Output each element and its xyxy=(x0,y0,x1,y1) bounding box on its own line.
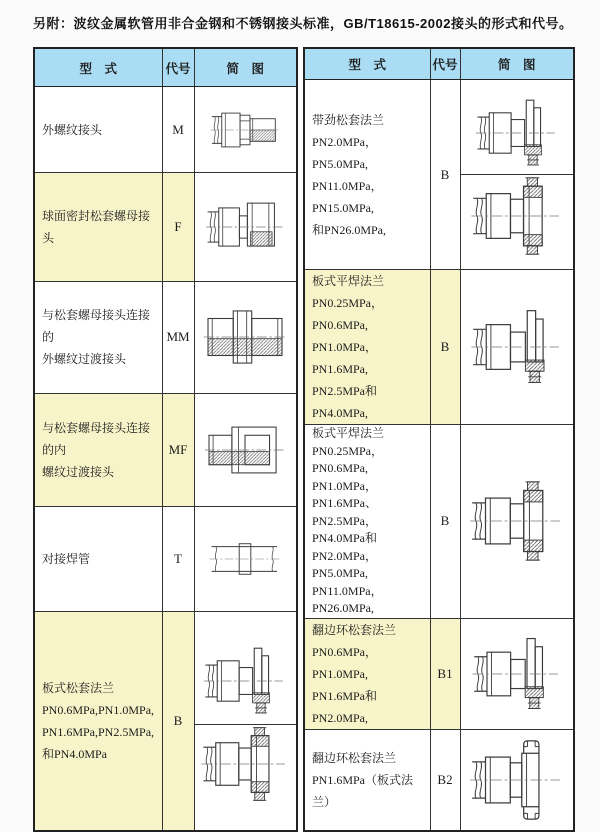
fitting-sketch-cell xyxy=(194,87,297,173)
fitting-type-cell: 板式平焊法兰 PN0.25MPa，PN0.6MPa, PN1.0MPa，PN1.6MPa, PN2.5MPa和PN4.0MPa, xyxy=(304,270,430,425)
fitting-code-cell: MM xyxy=(162,282,194,394)
fitting-sketch-sub-cell xyxy=(461,174,574,257)
fitting-code-cell: B xyxy=(430,425,460,619)
fitting-type-cell: 翻边环松套法兰 PN1.6MPa（板式法兰） xyxy=(304,729,430,831)
table-row xyxy=(34,611,297,831)
fitting-sketch-cell xyxy=(194,282,297,394)
spherical-seal-loose-nut-fitting-diagram xyxy=(199,192,291,262)
fitting-sketch-sub-cell xyxy=(461,92,574,174)
fitting-code-cell: B1 xyxy=(430,618,460,729)
neck-loose-flange-variant-1-diagram xyxy=(467,96,567,170)
table-row xyxy=(304,729,574,831)
internal-thread-transition-fitting-diagram xyxy=(199,414,291,486)
fitting-sketch-cell xyxy=(460,270,574,425)
fitting-sketch-cell xyxy=(194,172,297,281)
external-thread-transition-fitting-diagram xyxy=(199,300,291,374)
table-row xyxy=(304,80,574,270)
fitting-type-cell: 翻边环松套法兰 PN0.6MPa，PN1.0MPa, PN1.6MPa和PN2.0MPa, xyxy=(304,618,430,729)
table-row xyxy=(304,425,574,619)
table-row xyxy=(34,506,297,611)
fitting-sketch-sub-cell xyxy=(195,638,297,724)
neck-loose-flange-variant-2-diagram xyxy=(467,175,567,257)
fitting-sketch-cell xyxy=(194,393,297,506)
fitting-sketch-cell xyxy=(194,506,297,611)
plate-flat-weld-flange-diagram xyxy=(467,306,567,388)
fitting-code-cell: B xyxy=(162,611,194,831)
column-header-sketch: 简 图 xyxy=(460,48,574,80)
table-row xyxy=(34,172,297,281)
fitting-sketch-cell xyxy=(460,425,574,619)
lap-ring-loose-flange-diagram xyxy=(467,634,567,714)
external-thread-fitting-diagram xyxy=(199,99,291,161)
plate-loose-flange-variant-2-diagram xyxy=(199,725,291,803)
fitting-type-cell: 带劲松套法兰 PN2.0MPa，PN5.0MPa, PN11.0MPa，PN15.0MPa, 和PN26.0MPa, xyxy=(304,80,430,270)
lap-ring-plate-flange-diagram xyxy=(467,738,567,822)
fitting-code-cell: M xyxy=(162,87,194,173)
fitting-tables xyxy=(33,47,600,832)
fitting-code-cell: F xyxy=(162,172,194,281)
fitting-code-cell: T xyxy=(162,506,194,611)
fitting-code-cell: MF xyxy=(162,393,194,506)
fitting-code-cell: B xyxy=(430,270,460,425)
fitting-type-cell: 球面密封松套螺母接头 xyxy=(34,172,162,281)
plate-loose-flange-variant-1-diagram xyxy=(199,644,291,718)
fitting-sketch-sub-cell xyxy=(195,724,297,803)
fitting-type-cell: 对接焊管 xyxy=(34,506,162,611)
column-header-type: 型 式 xyxy=(304,48,430,80)
butt-weld-pipe-diagram xyxy=(199,527,291,591)
fitting-type-cell: 与松套螺母接头连接的 外螺纹过渡接头 xyxy=(34,282,162,394)
column-header-code: 代号 xyxy=(162,48,194,87)
fitting-sketch-cell xyxy=(460,729,574,831)
fitting-type-cell: 板式松套法兰 PN0.6MPa,PN1.0MPa, PN1.6MPa,PN2.5MPa, 和PN4.0MPa xyxy=(34,611,162,831)
table-row xyxy=(34,393,297,506)
fitting-type-cell: 与松套螺母接头连接的内 螺纹过渡接头 xyxy=(34,393,162,506)
fitting-sketch-cell xyxy=(194,611,297,831)
fitting-sketch-cell xyxy=(460,618,574,729)
column-header-sketch: 简 图 xyxy=(194,48,297,87)
fitting-type-cell: 板式平焊法兰 PN0.25MPa，PN0.6MPa, PN1.0MPa，PN1.6MPa、 PN2.5MPa，PN4.0MPa和 PN2.0MPa，PN5.0MPa, PN11.0MPa，PN26.0MPa, xyxy=(304,425,430,619)
page-title: 另附：波纹金属软管用非合金钢和不锈钢接头标准，GB/T18615-2002接头的形式和代号。 xyxy=(33,16,573,31)
left-fitting-table xyxy=(33,47,298,832)
fitting-code-cell: B xyxy=(430,80,460,270)
column-header-code: 代号 xyxy=(430,48,460,80)
fitting-type-cell: 外螺纹接头 xyxy=(34,87,162,173)
column-header-type: 型 式 xyxy=(34,48,162,87)
plate-flat-weld-flange-full-diagram xyxy=(467,479,567,563)
table-header-row xyxy=(34,48,297,87)
table-row xyxy=(304,270,574,425)
table-header-row xyxy=(304,48,574,80)
fitting-sketch-cell xyxy=(460,80,574,270)
table-row xyxy=(34,87,297,173)
right-fitting-table xyxy=(303,47,575,832)
table-row xyxy=(34,282,297,394)
table-row xyxy=(304,618,574,729)
fitting-code-cell: B2 xyxy=(430,729,460,831)
